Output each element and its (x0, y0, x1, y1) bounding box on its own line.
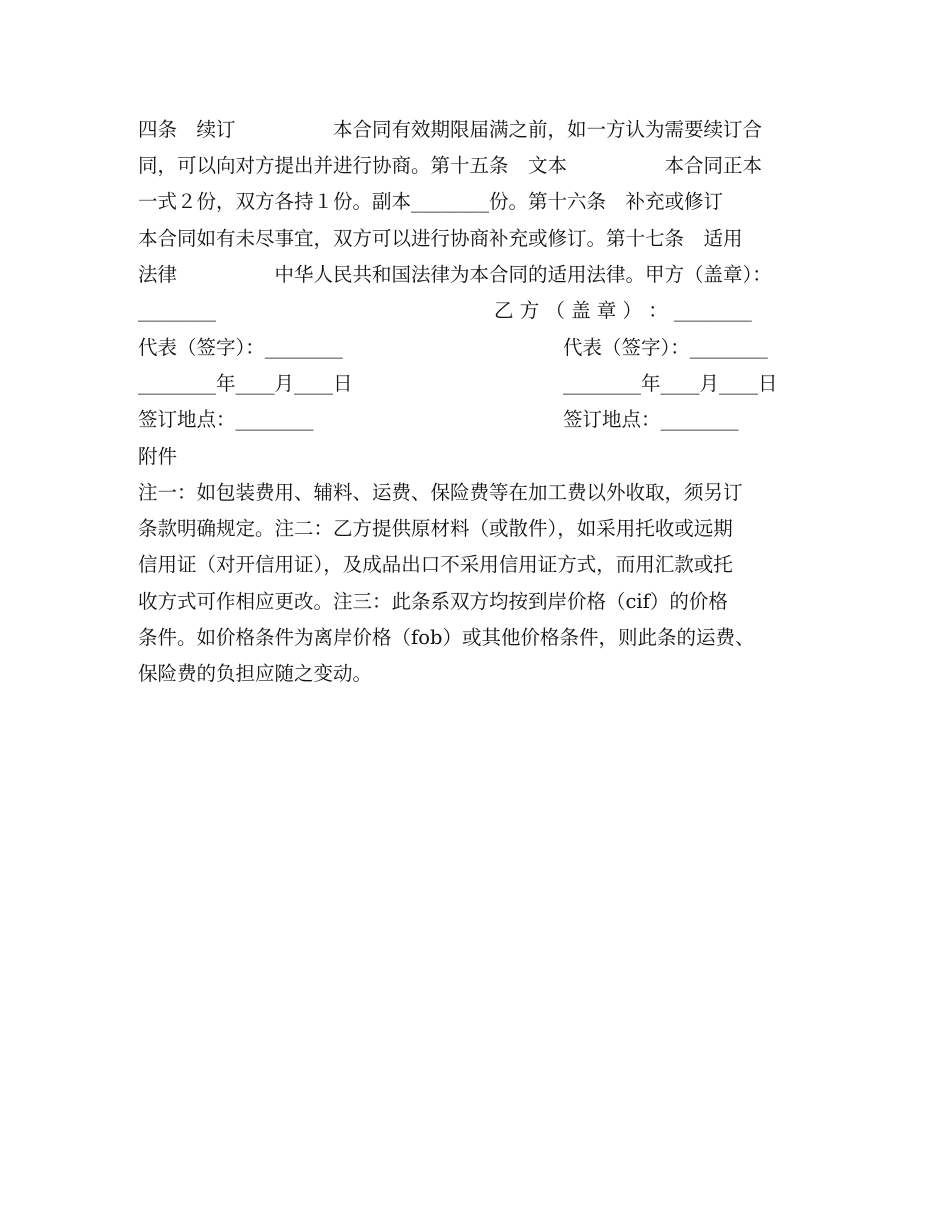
body-line-3: 一式２份，双方各持１份。副本________份。第十六条 补充或修订 (138, 190, 724, 213)
party-a-date: ________年____月____日 (138, 372, 353, 395)
note-line-6: 保险费的负担应随之变动。 (138, 662, 373, 685)
note-line-1: 注一：如包装费用、辅料、运费、保险费等在加工费以外收取，须另订 (138, 481, 743, 504)
party-a-signing-place: 签订地点：________ (138, 408, 314, 431)
body-line-1: 四条 续订 本合同有效期限届满之前，如一方认为需要续订合 (138, 118, 763, 141)
note-line-2: 条款明确规定。注二：乙方提供原材料（或散件），如采用托收或远期 (138, 517, 733, 540)
body-line-2: 同，可以向对方提出并进行协商。第十五条 文本 本合同正本 (138, 154, 763, 177)
attachment-title: 附件 (138, 445, 178, 468)
body-line-4: 本合同如有未尽事宜，双方可以进行协商补充或修订。第十七条 适用 (138, 227, 743, 250)
party-b-representative: 代表（签字）：________ (563, 336, 768, 359)
party-a-stamp-blank: ________ (138, 299, 216, 322)
party-b-stamp: 乙 方 （ 盖 章 ） ： ________ (494, 299, 752, 322)
note-line-3: 信用证（对开信用证），及成品出口不采用信用证方式，而用汇款或托 (138, 553, 733, 576)
party-b-signing-place: 签订地点：________ (563, 408, 739, 431)
party-a-representative: 代表（签字）：________ (138, 336, 343, 359)
party-b-date: ________年____月____日 (563, 372, 778, 395)
note-line-4: 收方式可作相应更改。注三：此条系双方均按到岸价格（cif）的价格 (138, 590, 728, 613)
body-line-5: 法律 中华人民共和国法律为本合同的适用法律。甲方（盖章）： (138, 263, 772, 286)
note-line-5: 条件。如价格条件为离岸价格（fob）或其他价格条件，则此条的运费、 (138, 626, 755, 649)
